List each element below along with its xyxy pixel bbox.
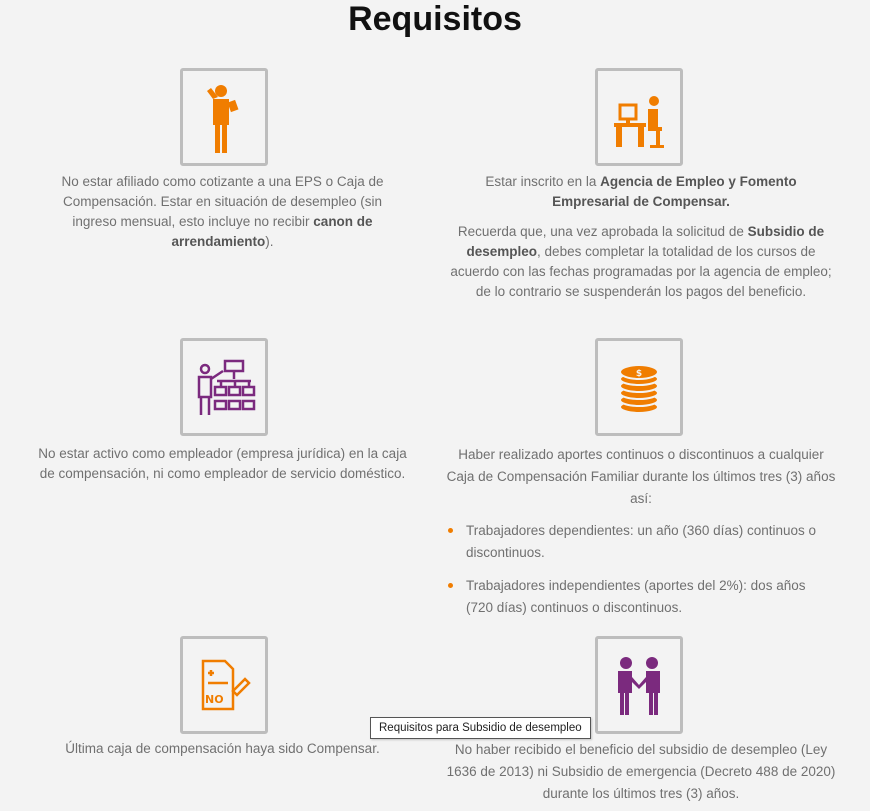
requirement-text: No estar activo como empleador (empresa jurídica) en la caja de compensación, ni como empleador de servicio doméstico.: [38, 446, 407, 481]
tooltip: Requisitos para Subsidio de desempleo: [370, 717, 591, 739]
requirement-icon-frame: [180, 68, 268, 166]
document-no-icon: [183, 639, 265, 731]
bullet-icon: [448, 583, 453, 588]
requirement-text: No haber recibido el beneficio del subsidio de desempleo (Ley 1636 de 2013) ni Subsidio de emergencia (Decreto 488 de 2020) durante los últimos tres (3) años.: [446, 742, 836, 801]
requirement-note: Recuerda que, una vez aprobada la solicitud de Subsidio de desempleo, debes completar la totalidad de los cursos de acuerdo con las fechas programadas por la agencia de empleo; de lo contrario se suspenderán los pagos del beneficio.: [450, 224, 832, 299]
page-title: Requisitos: [348, 0, 522, 38]
coin-stack-icon: [598, 341, 680, 433]
thinking-person-icon: [183, 71, 265, 163]
requirement-text: Estar inscrito en la Agencia de Empleo y Fomento Empresarial de Compensar.: [485, 174, 797, 209]
svg-text:$: $: [635, 369, 643, 379]
requirement-bullet-list: [448, 520, 833, 630]
list-item: Trabajadores independientes (aportes del 2%): dos años (720 días) continuos o discontinuos.: [448, 575, 833, 619]
requirement-icon-frame: [595, 68, 683, 166]
requirement-icon-frame: [595, 338, 683, 436]
requirement-text: No estar afiliado como cotizante a una EPS o Caja de Compensación. Estar en situación de desempleo (sin ingreso mensual, esto incluye no recibir canon de arrendamiento).: [61, 174, 384, 249]
requirement-icon-frame: [180, 338, 268, 436]
handshake-icon: [598, 639, 680, 731]
requirement-icon-frame: [180, 636, 268, 734]
organization-chart-icon: [183, 341, 265, 433]
requirement-icon-frame: [595, 636, 683, 734]
requirement-text: Haber realizado aportes continuos o discontinuos a cualquier Caja de Compensación Familiar durante los últimos tres (3) años así:: [446, 447, 836, 506]
office-worker-icon: [598, 71, 680, 163]
bullet-icon: [448, 528, 453, 533]
list-item: Trabajadores dependientes: un año (360 días) continuos o discontinuos.: [448, 520, 833, 564]
svg-text:NO: NO: [205, 693, 224, 706]
requirement-text: Última caja de compensación haya sido Compensar.: [65, 741, 380, 756]
